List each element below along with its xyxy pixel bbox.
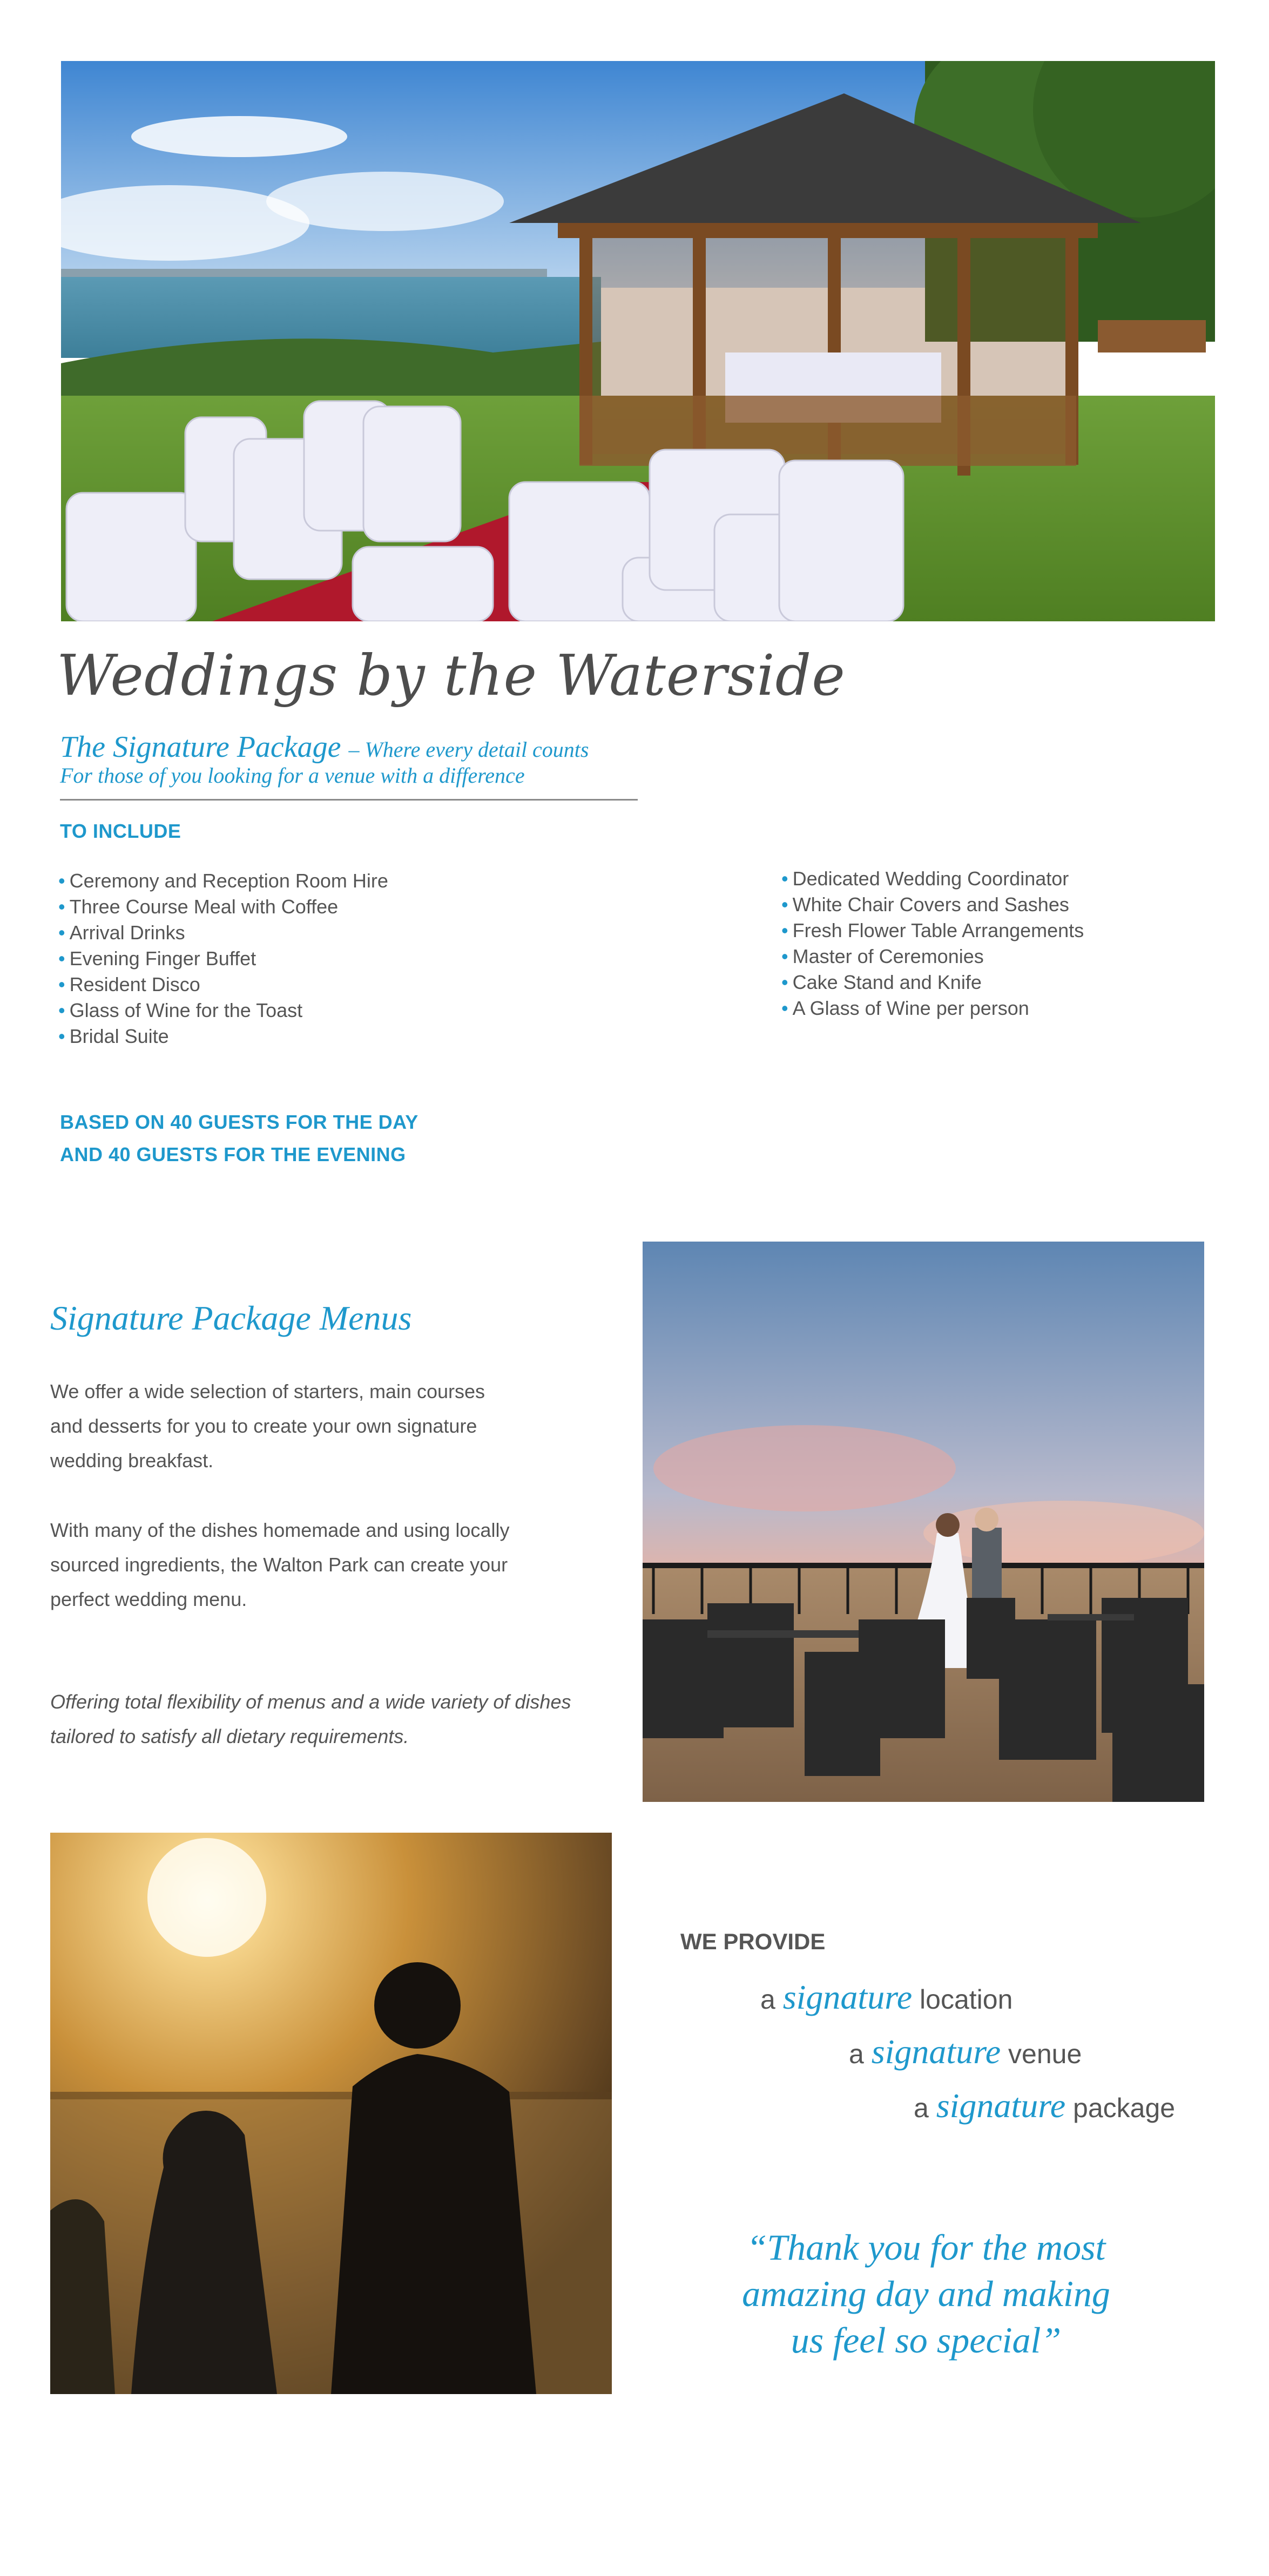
provide-line-venue: a signature venue xyxy=(849,2032,1082,2071)
list-item: • Dedicated Wedding Coordinator xyxy=(781,867,1069,890)
title-divider xyxy=(60,799,638,801)
menus-paragraph-selection: We offer a wide selection of starters, main courses and desserts for you to create your own signature wedding breakfast. xyxy=(50,1380,485,1472)
list-item: • Arrival Drinks xyxy=(58,921,185,944)
terrace-couple-photo xyxy=(643,1242,1204,1802)
provide-line-location: a signature location xyxy=(760,1978,1013,2016)
page-title: Weddings by the Waterside xyxy=(57,642,846,708)
package-tagline: – Where every detail counts xyxy=(348,737,589,762)
bullet-icon: • xyxy=(58,921,65,944)
bullet-icon: • xyxy=(781,867,788,890)
bullet-icon: • xyxy=(781,971,788,993)
includes-list-right xyxy=(781,866,1084,1021)
package-name: The Signature Package xyxy=(60,730,341,764)
bullet-icon: • xyxy=(781,997,788,1019)
list-item: • Evening Finger Buffet xyxy=(58,947,256,970)
hero-photo-gazebo xyxy=(61,61,1215,621)
guests-day-note: BASED ON 40 GUESTS FOR THE DAY xyxy=(60,1111,418,1133)
bullet-icon: • xyxy=(781,945,788,967)
list-item: • White Chair Covers and Sashes xyxy=(781,893,1069,916)
bullet-icon: • xyxy=(781,893,788,916)
list-item: • A Glass of Wine per person xyxy=(781,997,1029,1019)
package-intro: For those of you looking for a venue with a difference xyxy=(60,763,525,788)
bullet-icon: • xyxy=(58,947,65,970)
package-subtitle xyxy=(60,730,589,764)
provide-heading: WE PROVIDE xyxy=(680,1929,826,1954)
list-item: • Bridal Suite xyxy=(58,1025,169,1047)
bullet-icon: • xyxy=(781,919,788,941)
menus-paragraph-local: With many of the dishes homemade and using locally sourced ingredients, the Walton Park can create your perfect wedding menu. xyxy=(50,1519,510,1610)
list-item: • Fresh Flower Table Arrangements xyxy=(781,919,1084,941)
bullet-icon: • xyxy=(58,896,65,918)
testimonial-quote: “Thank you for the most amazing day and making us feel so special” xyxy=(742,2227,1110,2361)
includes-heading: TO INCLUDE xyxy=(60,820,181,842)
bullet-icon: • xyxy=(58,870,65,892)
includes-list-left xyxy=(58,868,388,1049)
list-item: • Three Course Meal with Coffee xyxy=(58,896,339,918)
provide-line-package: a signature package xyxy=(914,2086,1176,2125)
sunset-couple-photo xyxy=(50,1833,612,2394)
list-item: • Resident Disco xyxy=(58,973,200,995)
bullet-icon: • xyxy=(58,999,65,1021)
list-item: • Master of Ceremonies xyxy=(781,945,984,967)
list-item: • Cake Stand and Knife xyxy=(781,971,982,993)
menus-title: Signature Package Menus xyxy=(50,1299,412,1337)
list-item: • Ceremony and Reception Room Hire xyxy=(58,870,388,892)
guests-evening-note: AND 40 GUESTS FOR THE EVENING xyxy=(60,1143,406,1165)
menus-paragraph-flexibility: Offering total flexibility of menus and a wide variety of dishes tailored to satisfy all dietary requirements. xyxy=(50,1691,571,1747)
list-item: • Glass of Wine for the Toast xyxy=(58,999,303,1021)
bullet-icon: • xyxy=(58,1025,65,1047)
bullet-icon: • xyxy=(58,973,65,995)
